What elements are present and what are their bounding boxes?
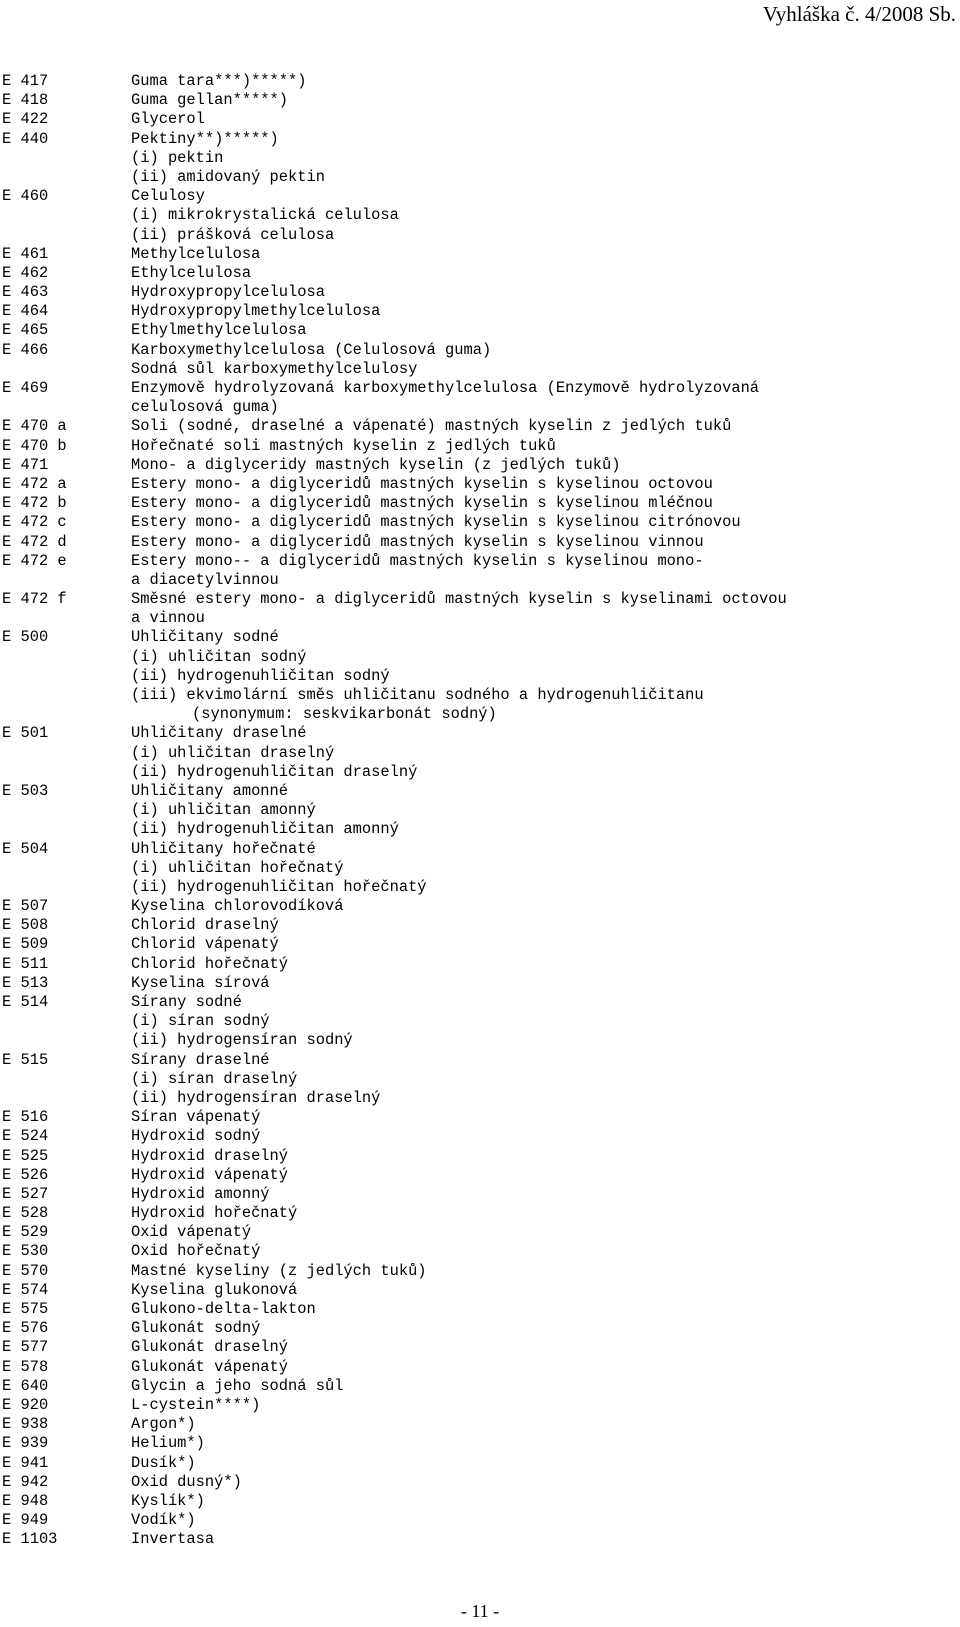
additive-code: E 472 b [2, 494, 67, 513]
additive-code: E 529 [2, 1223, 49, 1242]
additive-row [2, 283, 952, 302]
additive-name: Uhličitany draselné [131, 724, 307, 743]
additive-name: Síran vápenatý [131, 1108, 261, 1127]
additive-code: E 530 [2, 1242, 49, 1261]
additive-code: E 507 [2, 897, 49, 916]
additive-row [2, 379, 952, 398]
additive-name: Kyselina chlorovodíková [131, 897, 344, 916]
additive-row [2, 801, 952, 820]
additive-code: E 418 [2, 91, 49, 110]
additive-code: E 576 [2, 1319, 49, 1338]
additive-code: E 578 [2, 1357, 49, 1376]
additive-name: (ii) hydrogenuhličitan draselný [131, 762, 418, 781]
additive-row [2, 513, 952, 532]
additive-row [2, 1300, 952, 1319]
additive-code: E 513 [2, 973, 49, 992]
additive-code: E 501 [2, 724, 49, 743]
additive-row [2, 533, 952, 552]
additive-row [2, 686, 952, 705]
additive-name: (i) síran sodný [131, 1012, 270, 1031]
additive-code: E 471 [2, 455, 49, 474]
additive-row [2, 878, 952, 897]
additive-row [2, 859, 952, 878]
additive-name: Chlorid vápenatý [131, 935, 279, 954]
additive-row [2, 935, 952, 954]
additive-name: Sírany draselné [131, 1050, 270, 1069]
additive-name: (ii) hydrogenuhličitan amonný [131, 820, 399, 839]
additive-name: (ii) amidovaný pektin [131, 167, 325, 186]
additive-name: Oxid dusný*) [131, 1472, 242, 1491]
additive-row [2, 1070, 952, 1089]
additive-row [2, 916, 952, 935]
additive-row [2, 1242, 952, 1261]
additive-row [2, 91, 952, 110]
additive-name: Ethylmethylcelulosa [131, 321, 307, 340]
additive-name: Glukonát draselný [131, 1338, 289, 1357]
additive-name: Kyslík*) [131, 1491, 205, 1510]
additive-name: Hydroxid amonný [131, 1184, 270, 1203]
additive-row [2, 763, 952, 782]
additive-code: E 528 [2, 1204, 49, 1223]
additive-name: Karboxymethylcelulosa (Celulosová guma) [131, 340, 492, 359]
additive-row [2, 245, 952, 264]
additive-name: (ii) hydrogensíran draselný [131, 1088, 381, 1107]
additive-row [2, 1415, 952, 1434]
additive-name: Kyselina glukonová [131, 1280, 298, 1299]
additive-name: (i) mikrokrystalická celulosa [131, 206, 399, 225]
additive-row [2, 1396, 952, 1415]
additive-code: E 515 [2, 1050, 49, 1069]
additive-row [2, 1147, 952, 1166]
additive-code: E 942 [2, 1472, 49, 1491]
additive-name: Chlorid draselný [131, 916, 279, 935]
additive-row [2, 744, 952, 763]
additive-row [2, 1262, 952, 1281]
additive-name: Hydroxypropylmethylcelulosa [131, 302, 381, 321]
additive-row [2, 1051, 952, 1070]
additive-row [2, 1108, 952, 1127]
additive-name: (ii) hydrogenuhličitan hořečnatý [131, 877, 427, 896]
additive-name: Směsné estery mono- a diglyceridů mastných kyselin s kyselinami octovou [131, 590, 787, 609]
additive-code: E 472 d [2, 532, 67, 551]
additive-name: Helium*) [131, 1434, 205, 1453]
additive-row [2, 168, 952, 187]
additive-row [2, 993, 952, 1012]
additive-row [2, 206, 952, 225]
document-header-title: Vyhláška č. 4/2008 Sb. [762, 2, 956, 26]
additive-row [2, 417, 952, 436]
additive-code: E 470 a [2, 417, 67, 436]
additive-row [2, 1358, 952, 1377]
additive-row [2, 264, 952, 283]
additive-name: Oxid vápenatý [131, 1223, 252, 1242]
additive-code: E 500 [2, 628, 49, 647]
additive-name: (i) uhličitan draselný [131, 743, 335, 762]
additive-row [2, 628, 952, 647]
additive-name: Vodík*) [131, 1511, 196, 1530]
additive-name: Soli (sodné, draselné a vápenaté) mastných kyselin z jedlých tuků [131, 417, 732, 436]
additive-row [2, 1377, 952, 1396]
additive-code: E 941 [2, 1453, 49, 1472]
additive-code: E 440 [2, 129, 49, 148]
additive-row [2, 1223, 952, 1242]
additive-name: Estery mono- a diglyceridů mastných kyselin s kyselinou octovou [131, 474, 713, 493]
page-number: - 11 - [460, 1601, 500, 1621]
additive-name: Sírany sodné [131, 993, 242, 1011]
additive-name: Mono- a diglyceridy mastných kyselin (z jedlých tuků) [131, 455, 621, 474]
additive-name: Argon*) [131, 1415, 196, 1434]
additive-code: E 461 [2, 244, 49, 263]
additive-name: a diacetylvinnou [131, 570, 279, 589]
additive-row [2, 341, 952, 360]
additive-row [2, 974, 952, 993]
additive-row [2, 1166, 952, 1185]
additive-code: E 948 [2, 1491, 49, 1510]
additive-row [2, 840, 952, 859]
additive-row [2, 590, 952, 609]
additive-row [2, 609, 952, 628]
additive-row [2, 437, 952, 456]
additive-code: E 526 [2, 1165, 49, 1184]
additive-code: E 472 c [2, 513, 67, 532]
additive-row [2, 302, 952, 321]
additive-name: Uhličitany amonné [131, 781, 289, 800]
additive-row [2, 398, 952, 417]
additive-name: (ii) hydrogensíran sodný [131, 1031, 353, 1050]
additive-code: E 463 [2, 283, 49, 302]
additive-name: Hořečnaté soli mastných kyselin z jedlých tuků [131, 436, 556, 455]
additive-code: E 462 [2, 263, 49, 282]
additive-name: Ethylcelulosa [131, 263, 252, 282]
additive-name: Oxid hořečnatý [131, 1242, 261, 1261]
additive-code: E 527 [2, 1184, 49, 1203]
additive-row [2, 782, 952, 801]
additive-name: (i) uhličitan amonný [131, 801, 316, 820]
additive-code: E 516 [2, 1108, 49, 1127]
additive-name: Estery mono- a diglyceridů mastných kyselin s kyselinou vinnou [131, 532, 704, 551]
additive-code: E 640 [2, 1376, 49, 1395]
additive-name: (ii) prášková celulosa [131, 225, 335, 244]
additive-row [2, 552, 952, 571]
additive-row [2, 72, 952, 91]
additive-name: Dusík*) [131, 1453, 196, 1472]
additive-row [2, 1281, 952, 1300]
additive-row [2, 667, 952, 686]
additive-name: celulosová guma) [131, 398, 279, 417]
additive-row [2, 475, 952, 494]
additive-code: E 466 [2, 340, 49, 359]
additive-code: E 524 [2, 1127, 49, 1146]
additive-name: Methylcelulosa [131, 244, 261, 263]
additive-row [2, 187, 952, 206]
additive-name: (i) pektin [131, 148, 224, 167]
additive-row [2, 1492, 952, 1511]
additive-name: (iii) ekvimolární směs uhličitanu sodného a hydrogenuhličitanu [131, 686, 704, 704]
additive-code: E 1103 [2, 1530, 58, 1549]
additive-row [2, 1012, 952, 1031]
additive-name: Uhličitany sodné [131, 628, 279, 647]
additive-name: Uhličitany hořečnaté [131, 839, 316, 858]
additive-name: Kyselina sírová [131, 973, 270, 992]
additive-name: Glukonát sodný [131, 1319, 261, 1338]
additive-name: Estery mono- a diglyceridů mastných kyselin s kyselinou mléčnou [131, 494, 713, 513]
additive-row [2, 321, 952, 340]
additive-name: (i) uhličitan hořečnatý [131, 858, 344, 877]
additive-code: E 422 [2, 110, 49, 129]
additive-name: Hydroxid draselný [131, 1146, 289, 1165]
additive-code: E 508 [2, 916, 49, 935]
additive-code: E 577 [2, 1338, 49, 1357]
additive-code: E 464 [2, 302, 49, 321]
additive-name: Enzymově hydrolyzovaná karboxymethylcelulosa (Enzymově hydrolyzovaná [131, 379, 760, 397]
additive-name: Hydroxid sodný [131, 1127, 261, 1146]
additive-name: Guma gellan*****) [131, 91, 289, 110]
additive-name: Glycin a jeho sodná sůl [131, 1376, 344, 1395]
additive-name: Invertasa [131, 1530, 215, 1549]
additive-name: L-cystein****) [131, 1395, 261, 1414]
additive-row [2, 1319, 952, 1338]
additive-row [2, 820, 952, 839]
additive-name: (i) uhličitan sodný [131, 647, 307, 666]
additive-code: E 525 [2, 1146, 49, 1165]
additive-row [2, 1031, 952, 1050]
additive-code: E 503 [2, 781, 49, 800]
additive-name: Guma tara***)*****) [131, 72, 307, 90]
additive-name: Hydroxypropylcelulosa [131, 283, 325, 302]
additive-row [2, 1434, 952, 1453]
additive-row [2, 1473, 952, 1492]
additive-row [2, 1338, 952, 1357]
additive-row [2, 1454, 952, 1473]
additive-row [2, 1127, 952, 1146]
additive-name: Glukono-delta-lakton [131, 1300, 316, 1318]
additive-row [2, 571, 952, 590]
additive-row [2, 360, 952, 379]
additive-code: E 939 [2, 1434, 49, 1453]
additive-code: E 575 [2, 1300, 49, 1318]
additive-row [2, 1204, 952, 1223]
additive-name: Hydroxid vápenatý [131, 1165, 289, 1184]
additive-row [2, 456, 952, 475]
additive-code: E 509 [2, 935, 49, 954]
additive-name: Estery mono- a diglyceridů mastných kyselin s kyselinou citrónovou [131, 513, 741, 532]
additive-name: Sodná sůl karboxymethylcelulosy [131, 359, 418, 378]
additive-row [2, 1089, 952, 1108]
additive-row [2, 705, 952, 724]
additive-row [2, 1530, 952, 1549]
additive-code: E 570 [2, 1261, 49, 1280]
additive-code: E 465 [2, 321, 49, 340]
additive-name: (ii) hydrogenuhličitan sodný [131, 666, 390, 685]
additive-code: E 949 [2, 1511, 49, 1530]
additive-code: E 511 [2, 954, 49, 973]
additive-row [2, 1185, 952, 1204]
additive-name: Glycerol [131, 110, 205, 129]
additive-name: Pektiny**)*****) [131, 129, 279, 148]
additive-code: E 472 a [2, 474, 67, 493]
additive-code: E 920 [2, 1395, 49, 1414]
additive-row [2, 897, 952, 916]
additive-row [2, 149, 952, 168]
additive-row [2, 130, 952, 149]
additive-name: (i) síran draselný [131, 1069, 298, 1088]
additive-row [2, 110, 952, 129]
additive-row [2, 1511, 952, 1530]
additive-name: Glukonát vápenatý [131, 1357, 289, 1376]
additives-list [2, 72, 952, 1549]
additive-row [2, 494, 952, 513]
additive-code: E 470 b [2, 436, 67, 455]
additive-name: (synonymum: seskvikarbonát sodný) [192, 705, 497, 724]
additive-row [2, 955, 952, 974]
additive-code: E 514 [2, 993, 49, 1011]
additive-row [2, 724, 952, 743]
additive-name: Mastné kyseliny (z jedlých tuků) [131, 1261, 427, 1280]
additive-name: Chlorid hořečnatý [131, 954, 289, 973]
additive-code: E 469 [2, 379, 49, 397]
additive-code: E 472 f [2, 590, 67, 609]
additive-name: Estery mono-- a diglyceridů mastných kyselin s kyselinou mono- [131, 551, 704, 570]
additive-code: E 504 [2, 839, 49, 858]
additive-code: E 574 [2, 1280, 49, 1299]
additive-code: E 472 e [2, 551, 67, 570]
additive-name: a vinnou [131, 609, 205, 628]
additive-code: E 460 [2, 187, 49, 206]
additive-code: E 417 [2, 72, 49, 90]
additive-name: Hydroxid hořečnatý [131, 1204, 298, 1223]
additive-name: Celulosy [131, 187, 205, 206]
additive-row [2, 648, 952, 667]
additive-code: E 938 [2, 1415, 49, 1434]
additive-row [2, 226, 952, 245]
